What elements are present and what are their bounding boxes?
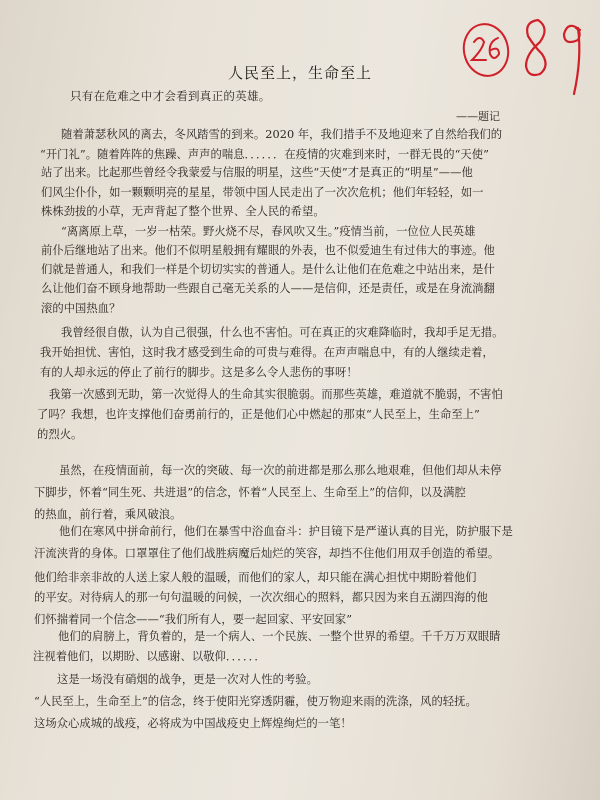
- essay-line: “开门礼”。随着阵阵的焦躁、声声的喘息．．．．．．在疫情的灾难到来时，一群无畏的“天使”: [40, 148, 489, 161]
- essay-line: 们怀揣着同一个信念——“我们所有人，要一起回家、平安回家”: [34, 613, 353, 626]
- essay-line: 下脚步，怀着“同生死、共进退”的信念，怀着“人民至上、生命至上”的信仰，以及满腔: [34, 486, 466, 499]
- essay-line: 的平安。对待病人的那一句句温暖的问候，一次次细心的照料，都只因为来自五湖四海的他: [34, 591, 488, 604]
- handwritten-score: [452, 8, 600, 98]
- essay-line: 这是一场没有硝烟的战争，更是一次对人性的考验。: [57, 673, 318, 686]
- essay-line: 汗流浃背的身体。口罩罩住了他们战胜病魔后灿烂的笑容，却挡不住他们用双手创造的希望。: [34, 547, 500, 560]
- essay-line: “人民至上，生命至上”的信念，终于使阳光穿透阴霾，使万物迎来雨的洗涤，风的轻抚。: [34, 695, 477, 708]
- essay-line: 虽然，在疫情面前，每一次的突破、每一次的前进都是那么那么地艰难，但他们却从未停: [59, 464, 502, 477]
- essay-line: 有的人却永远的停止了前行的脚步。这是多么令人悲伤的事呀！: [40, 366, 358, 379]
- essay-line: 前仆后继地站了出来。他们不似明星般拥有耀眼的外表，也不似爱迪生有过伟大的事迹。他: [41, 244, 495, 257]
- essay-line: “离离原上草，一岁一枯荣。野火烧不尽，春风吹又生。”疫情当前，一位位人民英雄: [61, 225, 476, 238]
- essay-line: 站了出来。比起那些曾经令我蒙爱与信服的明星，这些“天使”才是真正的“明星”——他: [41, 166, 473, 179]
- essay-line: 滚的中国热血？: [41, 302, 121, 315]
- epigraph-signature: ——题记: [456, 110, 500, 123]
- epigraph: 只有在危难之中才会看到真正的英雄。: [70, 89, 271, 103]
- essay-line: 我曾经很自傲，认为自己很强，什么也不害怕。可在真正的灾难降临时，我却手足无措。: [61, 326, 504, 339]
- essay-line: 株株劲拔的小草，无声背起了整个世界、全人民的希望。: [41, 205, 325, 218]
- essay-line: 么让他们奋不顾身地帮助一些跟自己毫无关系的人——是信仰，还是责任，或是在身流淌翻: [41, 282, 495, 295]
- essay-line: 我第一次感到无助，第一次觉得人的生命其实很脆弱。而那些英雄，难道就不脆弱，不害怕: [49, 388, 503, 401]
- essay-line: 他们给非亲非故的人送上家人般的温暖，而他们的家人，却只能在满心担忧中期盼着他们: [34, 571, 477, 584]
- essay-line: 的烈火。: [37, 428, 83, 441]
- essay-line: 他们在寒风中拼命前行，他们在暴雪中浴血奋斗：护目镜下是严谨认真的目光，防护服下是: [59, 525, 513, 538]
- essay-line: 这场众心成城的战疫，必将成为中国战疫史上辉煌绚烂的一笔！: [34, 717, 352, 730]
- essay-line: 们风尘仆仆，如一颗颗明亮的星星，带领中国人民走出了一次次危机；他们年轻轻，如一: [41, 186, 484, 199]
- teacher-grade-mark: [452, 8, 600, 98]
- essay-line: 随着萧瑟秋风的离去，冬风踏雪的到来。2020 年，我们措手不及地迎来了自然给我们的: [61, 128, 503, 141]
- essay-title: 人民至上，生命至上: [227, 64, 372, 82]
- essay-line: 注视着他们，以期盼、以感谢、以敬仰．．．．．．: [33, 650, 266, 663]
- essay-line: 我开始担忧、害怕，这时我才感受到生命的可贵与难得。在声声喘息中，有的人继续走着，: [40, 346, 494, 359]
- essay-line: 了吗？我想，也许支撑他们奋勇前行的，正是他们心中燃起的那束“人民至上，生命至上”: [37, 408, 480, 421]
- essay-line: 的热血，前行着，乘风破浪。: [34, 508, 182, 521]
- essay-line: 他们的肩膀上，背负着的，是一个病人、一个民族、一整个世界的希望。千千万万双眼睛: [58, 630, 501, 643]
- essay-line: 们就是普通人，和我们一样是个切切实实的普通人。是什么让他们在危难之中站出来，是什: [41, 263, 495, 276]
